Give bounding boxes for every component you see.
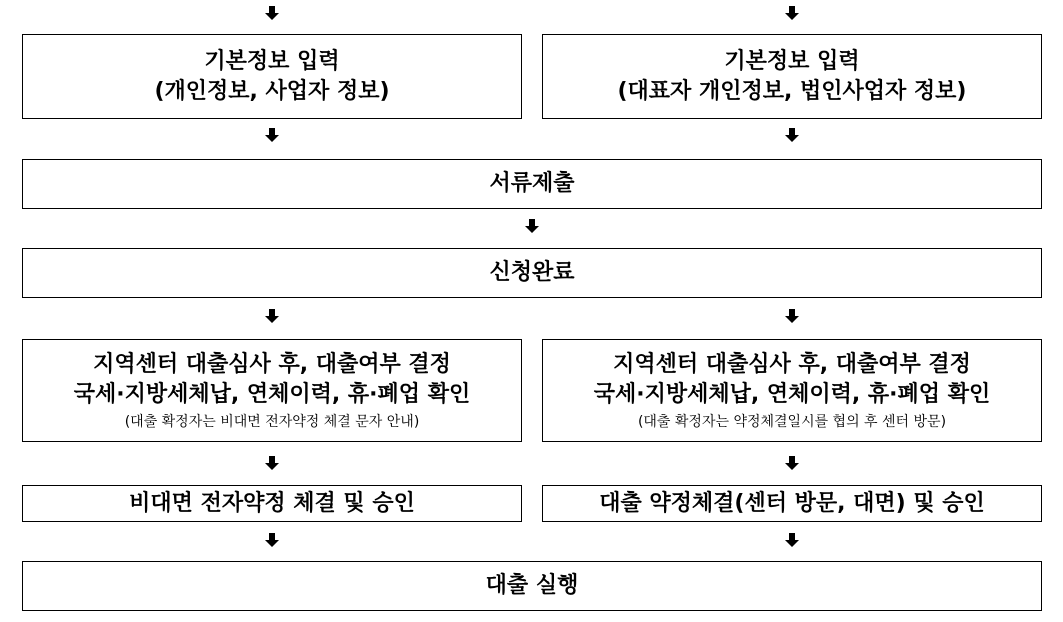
right-contract-box bbox=[542, 485, 1042, 522]
down-arrow-icon bbox=[264, 455, 280, 471]
left-review-line2: 국세·지방세체납, 연체이력, 휴·폐업 확인 bbox=[73, 381, 471, 407]
right-basic-info-title: 기본정보 입력 bbox=[724, 48, 860, 74]
left-review-box bbox=[22, 339, 522, 442]
application-complete-label: 신청완료 bbox=[489, 260, 575, 285]
left-basic-info-title: 기본정보 입력 bbox=[204, 48, 340, 74]
right-basic-info-box bbox=[542, 34, 1042, 119]
right-review-note: (대출 확정자는 약정체결일시를 협의 후 센터 방문) bbox=[637, 413, 947, 430]
down-arrow-icon bbox=[784, 5, 800, 21]
loan-execution-box bbox=[22, 561, 1042, 611]
right-review-line2: 국세·지방세체납, 연체이력, 휴·폐업 확인 bbox=[593, 381, 991, 407]
left-contract-box bbox=[22, 485, 522, 522]
down-arrow-icon bbox=[784, 308, 800, 324]
down-arrow-icon bbox=[784, 455, 800, 471]
left-review-note: (대출 확정자는 비대면 전자약정 체결 문자 안내) bbox=[124, 413, 420, 430]
down-arrow-icon bbox=[784, 532, 800, 548]
right-basic-info-detail: (대표자 개인정보, 법인사업자 정보) bbox=[617, 78, 967, 104]
down-arrow-icon bbox=[264, 532, 280, 548]
left-basic-info-box bbox=[22, 34, 522, 119]
application-complete-box bbox=[22, 248, 1042, 298]
right-review-line1: 지역센터 대출심사 후, 대출여부 결정 bbox=[613, 351, 971, 377]
document-submission-label: 서류제출 bbox=[489, 171, 575, 196]
down-arrow-icon bbox=[524, 218, 540, 234]
document-submission-box bbox=[22, 159, 1042, 209]
left-basic-info-detail: (개인정보, 사업자 정보) bbox=[154, 78, 390, 104]
loan-execution-label: 대출 실행 bbox=[485, 573, 579, 598]
down-arrow-icon bbox=[784, 127, 800, 143]
left-review-line1: 지역센터 대출심사 후, 대출여부 결정 bbox=[93, 351, 451, 377]
down-arrow-icon bbox=[264, 5, 280, 21]
right-contract-label: 대출 약정체결(센터 방문, 대면) 및 승인 bbox=[599, 490, 985, 516]
down-arrow-icon bbox=[264, 127, 280, 143]
right-review-box bbox=[542, 339, 1042, 442]
left-contract-label: 비대면 전자약정 체결 및 승인 bbox=[129, 490, 415, 516]
down-arrow-icon bbox=[264, 308, 280, 324]
